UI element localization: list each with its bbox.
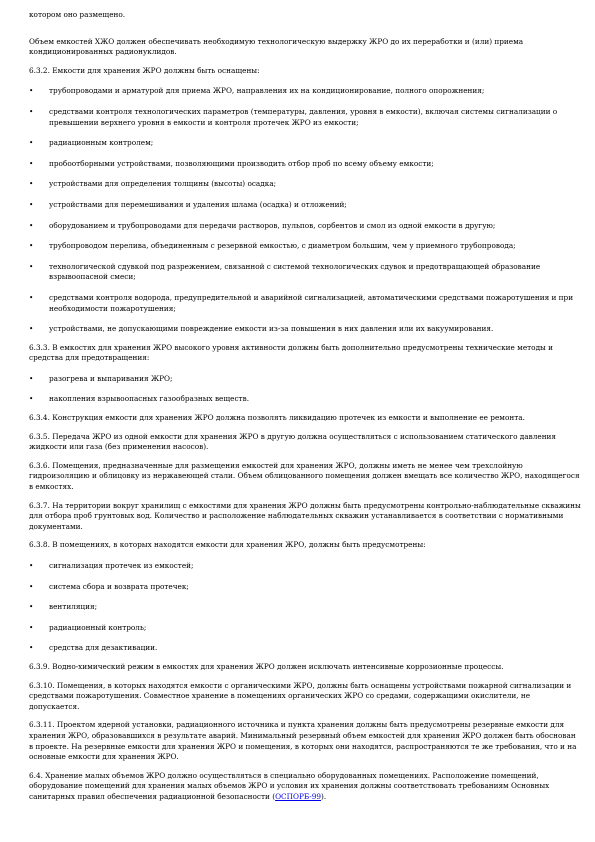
- paragraph-text: Объем емкостей ХЖО должен обеспечивать необходимую технологическую выдержку ЖРО до их переработки и (или) приема кондиционированных радионуклидов.: [29, 36, 524, 57]
- paragraph-text: котором оно размещено.: [29, 10, 126, 19]
- list-item: [29, 602, 581, 613]
- bullet-marker: •: [29, 373, 34, 383]
- list-item: [29, 623, 581, 634]
- paragraph: [29, 66, 581, 77]
- paragraph-text: 6.3.5. Передача ЖРО из одной емкости для хранения ЖРО в другую должна осуществляться с использованием статического давления жидкости или газа (без применения насосов).: [29, 431, 557, 452]
- list-item-text: разогрева и выпаривания ЖРО;: [49, 373, 173, 383]
- paragraph-text: 6.3.7. На территории вокруг хранилищ с емкостями для хранения ЖРО должны быть предусмотрены контрольно-наблюдательные скважины для отбора проб грунтовых вод. Количество и расположение наблюдательных скважин устанавливается в соответствии с нормативными документами.: [29, 500, 581, 531]
- paragraph-text-tail: ).: [321, 791, 327, 801]
- list-item: [29, 374, 581, 385]
- list-item-text: радиационный контроль;: [49, 622, 147, 632]
- list-item: [29, 138, 581, 149]
- list-item: [29, 86, 581, 97]
- list-item-text: радиационным контролем;: [49, 138, 154, 148]
- bullet-marker: •: [29, 199, 34, 209]
- bullet-marker: •: [29, 261, 34, 271]
- bullet-marker: •: [29, 138, 34, 148]
- paragraph-text: 6.3.6. Помещения, предназначенные для размещения емкостей для хранения ЖРО, должны иметь не менее чем трехслойную гидроизоляцию и облицовку из нержавеющей стали. Объем облицованного помещения должен вмещать все количество ЖРО, находящегося в емкостях.: [29, 460, 580, 492]
- bullet-marker: •: [29, 86, 34, 96]
- list-item-text: средствами контроля технологических параметров (температуры, давления, уровня в емкости), включая системы сигнализации о превышении верхнего уровня в емкости и контроля протечек ЖРО из емкости;: [49, 106, 558, 127]
- paragraph: [29, 37, 581, 58]
- paragraph: [29, 413, 581, 424]
- bullet-marker: •: [29, 158, 34, 168]
- paragraph: [29, 681, 581, 713]
- paragraph: [29, 662, 581, 673]
- list-item: [29, 221, 581, 232]
- paragraph-text: 6.3.11. Проектом ядерной установки, радиационного источника и пункта хранения должны быть предусмотрены резервные емкости для хранения ЖРО, образовавшихся в результате аварий. Минимальный резервный объем емкостей для хранения ЖРО должен быть обоснован в проекте. На резервные емкости для хранения ЖРО и помещения, в которых они находятся, распространяются те же требования, что и на основные емкости для хранения ЖРО.: [29, 720, 577, 762]
- bullet-marker: •: [29, 241, 34, 251]
- bullet-marker: •: [29, 561, 34, 570]
- list-item-text: средства для дезактивации.: [49, 643, 158, 653]
- list-item: [29, 262, 581, 283]
- list-item-text: трубопроводом перелива, объединенным с резервной емкостью, с диаметром большим, чем у приемного трубопровода;: [49, 241, 516, 251]
- list-item-text: технологической сдувкой под разрежением, связанной с системой технологических сдувок и предотвращающей образование взрывоопасной смеси;: [49, 261, 541, 282]
- list-item-text: средствами контроля водорода, предупредительной и аварийной сигнализацией, автоматическими средствами пожаротушения и при необходимости пожаротушения;: [49, 292, 574, 313]
- bullet-marker: •: [29, 643, 34, 653]
- paragraph-text: 6.3.2. Емкости для хранения ЖРО должны быть оснащены:: [29, 65, 260, 75]
- bullet-marker: •: [29, 220, 34, 230]
- list-item-text: трубопроводами и арматурой для приема ЖРО, направления их на кондиционирование, полного опорожнения;: [49, 86, 485, 96]
- document-reference-link[interactable]: ОСПОРБ-99: [275, 791, 322, 801]
- list-item: [29, 582, 581, 593]
- list-item: [29, 107, 581, 128]
- bullet-marker: •: [29, 581, 34, 591]
- list-item-text: вентиляция;: [49, 602, 98, 612]
- list-item: [29, 561, 581, 572]
- list-item-text: устройствами для определения толщины (высоты) осадка;: [49, 179, 277, 189]
- paragraph-text: 6.3.4. Конструкция емкости для хранения ЖРО должна позволять ликвидацию протечек из емкости и выполнение ее ремонта.: [29, 413, 525, 423]
- list-item: [29, 159, 581, 170]
- bullet-marker: •: [29, 622, 34, 632]
- paragraph: [29, 501, 581, 533]
- list-item: [29, 643, 581, 654]
- bullet-marker: •: [29, 324, 34, 334]
- list-item-text: устройствами, не допускающими повреждение емкости из-за повышения в них давления или их вакуумирования.: [49, 324, 494, 334]
- list-item: [29, 179, 581, 190]
- paragraph: [29, 771, 581, 803]
- paragraph: [29, 461, 581, 493]
- paragraph-text: 6.3.9. Водно-химический режим в емкостях для хранения ЖРО должен исключать интенсивные коррозионные процессы.: [29, 661, 504, 671]
- paragraph: [29, 540, 581, 551]
- paragraph: [29, 720, 581, 762]
- list-item-text: пробоотборными устройствами, позволяющими производить отбор проб по всему объему емкости;: [49, 158, 434, 168]
- list-item-text: устройствами для перемешивания и удаления шлама (осадка) и отложений;: [49, 199, 347, 209]
- list-item-text: накопления взрывоопасных газообразных веществ.: [49, 394, 250, 404]
- paragraph-text: 6.4. Хранение малых объемов ЖРО должно осуществляться в специально оборудованных помещениях. Расположение помещений, оборудование помещений для хранения малых объемов ЖРО и условия их хранения должны соответствовать требованиям Основных санитарных правил обеспечения радиационной безопасности (: [29, 770, 550, 801]
- paragraph: [29, 343, 581, 364]
- bullet-marker: •: [29, 602, 34, 612]
- paragraph: [29, 432, 581, 453]
- list-item: [29, 324, 581, 335]
- paragraph-text: 6.3.8. В помещениях, в которых находятся емкости для хранения ЖРО, должны быть предусмотрены:: [29, 540, 426, 550]
- paragraph: [29, 10, 581, 21]
- paragraph-text: 6.3.3. В емкостях для хранения ЖРО высокого уровня активности должны быть дополнительно предусмотрены технические методы и средства для предотвращения:: [29, 342, 554, 363]
- list-item-text: оборудованием и трубопроводами для передачи растворов, пульпов, сорбентов и смол из одной емкости в другую;: [49, 220, 496, 230]
- list-item: [29, 200, 581, 211]
- bullet-marker: •: [29, 292, 34, 302]
- bullet-marker: •: [29, 106, 34, 116]
- list-item: [29, 241, 581, 252]
- list-item-text: система сбора и возврата протечек;: [49, 581, 189, 591]
- list-item: [29, 293, 581, 314]
- list-item-text: сигнализация протечек из емкостей;: [49, 561, 194, 570]
- bullet-marker: •: [29, 394, 34, 404]
- paragraph-text: 6.3.10. Помещения, в которых находятся емкости с органическими ЖРО, должны быть оснащены устройствами пожарной сигнализации и средствами пожаротушения. Совместное хранение в помещениях органических ЖРО со средами, содержащими окислители, не допускается.: [29, 680, 572, 711]
- bullet-marker: •: [29, 179, 34, 189]
- list-item: [29, 394, 581, 405]
